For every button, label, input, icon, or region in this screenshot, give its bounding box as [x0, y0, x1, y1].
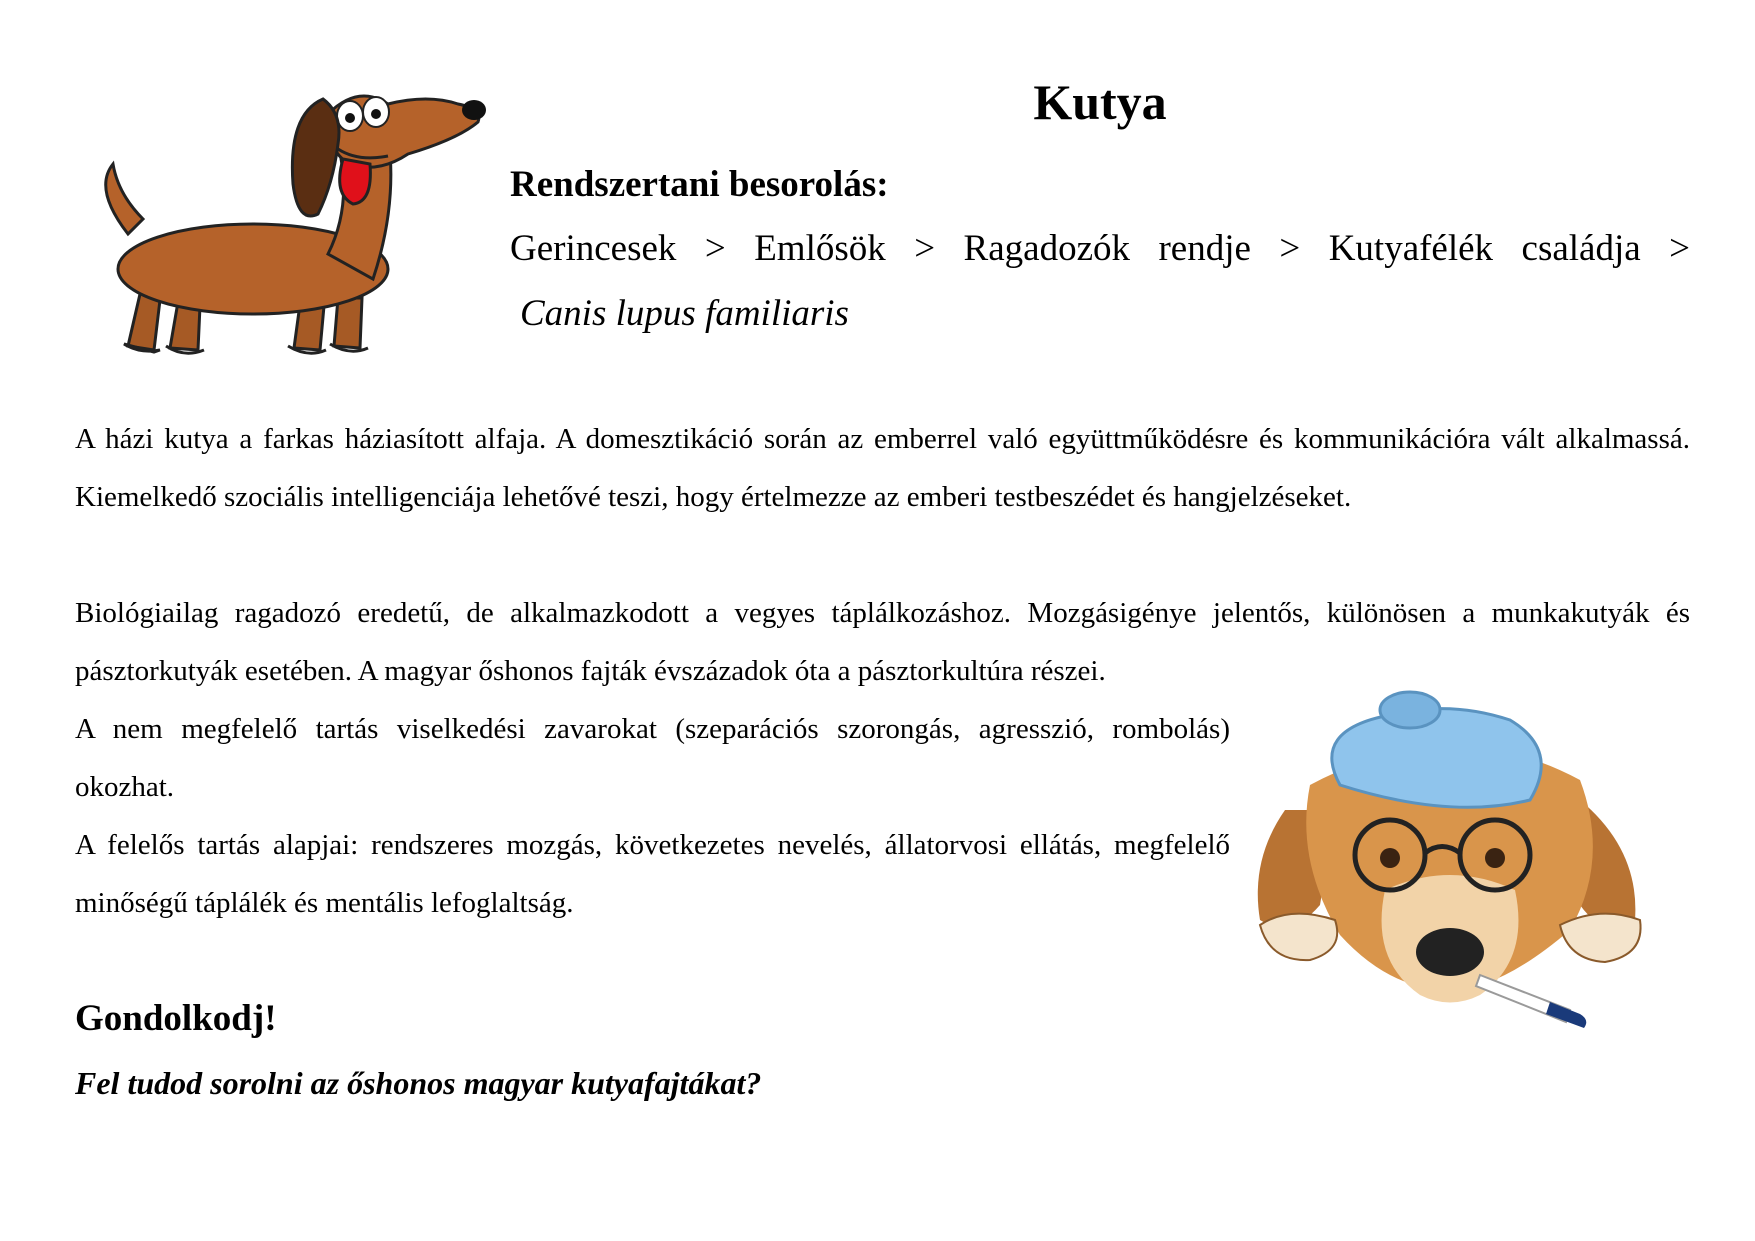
- paragraph-responsible-keeping: A felelős tartás alapjai: rendszeres mozgás, következetes nevelés, állatorvosi ellátás, megfelelő minőségű táplálék és mentális lefoglaltság.: [75, 829, 1230, 919]
- taxonomy-path-item: Kutyafélék: [1328, 228, 1494, 269]
- cartoon-dachshund-illustration: [88, 84, 488, 364]
- paragraph-domestication: A házi kutya a farkas háziasított alfaja. A domesztikáció során az emberrel való együttműködésre és kommunikációra vált alkalmassá. Kiemelkedő szociális intelligenciája lehetővé teszi, hogy értelmezze az emberi testbeszédet és hangjelzéseket.: [75, 423, 1690, 513]
- ice-pack-cap: [1380, 692, 1440, 728]
- taxonomy-path-item: >: [1279, 228, 1301, 269]
- taxonomy-path-item: >: [704, 228, 726, 269]
- taxonomy-path-item: Emlősök: [754, 228, 886, 269]
- taxonomy-path: [510, 226, 1690, 272]
- dog-paw-right: [1560, 914, 1641, 962]
- dog-tongue: [340, 159, 371, 204]
- dog-nose: [462, 100, 486, 120]
- ice-pack: [1332, 709, 1541, 808]
- paragraph-behavior: A nem megfelelő tartás viselkedési zavarokat (szeparációs szorongás, agresszió, rombolás) okozhat.: [75, 713, 1230, 803]
- taxonomy-path-item: >: [1669, 228, 1690, 269]
- page-title: Kutya: [1033, 74, 1167, 130]
- sick-dog-illustration: [1250, 690, 1650, 1035]
- taxonomy-path-item: Gerincesek: [510, 228, 677, 269]
- taxonomy-species: Canis lupus familiaris: [520, 293, 849, 334]
- dog-paws: [124, 344, 368, 353]
- taxonomy-heading: Rendszertani besorolás:: [510, 164, 889, 205]
- dog-nose: [1416, 928, 1484, 976]
- taxonomy-path-item: Ragadozók: [963, 228, 1130, 269]
- think-heading: Gondolkodj!: [75, 998, 277, 1039]
- dog-tail: [106, 164, 143, 234]
- dog-ear: [292, 99, 339, 216]
- taxonomy-path-item: rendje: [1158, 228, 1251, 269]
- think-question: Fel tudod sorolni az őshonos magyar kutyafajtákat?: [75, 1065, 762, 1101]
- taxonomy-path-item: >: [914, 228, 936, 269]
- dog-paw-left: [1260, 914, 1337, 961]
- paragraph-biology: Biológiailag ragadozó eredetű, de alkalmazkodott a vegyes táplálkozáshoz. Mozgásigénye jelentős, különösen a munkakutyák és pásztorkutyák esetében. A magyar őshonos fajták évszázadok óta a pásztorkultúra részei.: [75, 597, 1690, 687]
- taxonomy-path-item: családja: [1521, 228, 1641, 269]
